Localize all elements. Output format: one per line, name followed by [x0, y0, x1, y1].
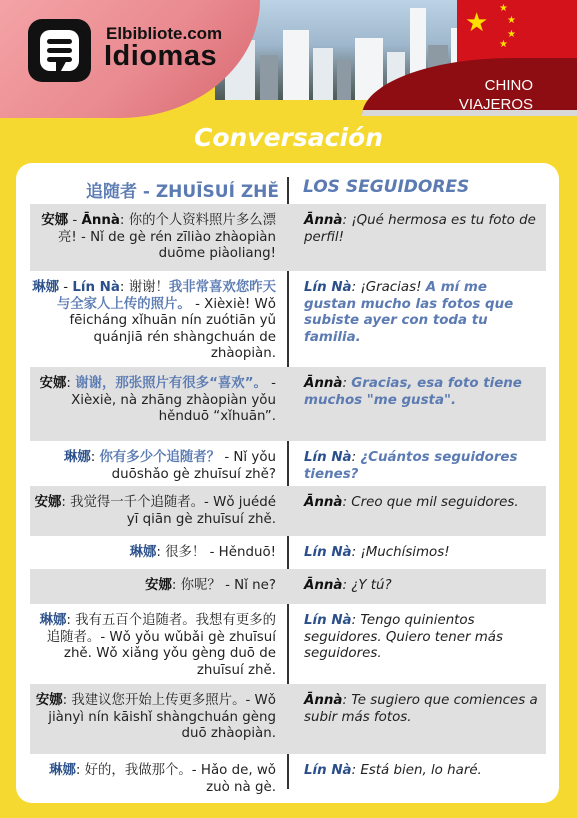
speaker-chinese: 安娜 [41, 213, 69, 228]
spanish-column-header: LOS SEGUIDORES [303, 177, 470, 197]
dialogue-row [30, 684, 546, 754]
speaker-spanish: Lín Nà [304, 450, 352, 465]
topic-label: VIAJEROS [458, 96, 533, 113]
speaker-chinese: 安娜 [145, 578, 172, 593]
dialogue-row [30, 604, 546, 684]
spanish-line: Ānnà: Gracias, esa foto tiene muchos "me gusta". [304, 376, 522, 408]
chinese-text: - Xièxiè, nà zhāng zhàopiàn yǒu hěnduō “xǐhuān”. [71, 376, 276, 425]
conversation-card [16, 163, 559, 803]
chinese-text: - Xièxiè! Wǒ fēicháng xǐhuān nín zuótiān yǔ quánjiā rén shàngchuán de zhàopiàn. [69, 296, 276, 362]
spanish-line: Lín Nà: ¿Cuántos seguidores tienes? [304, 450, 518, 482]
chinese-text: 你呢？ - Nǐ ne? [180, 578, 276, 593]
chinese-line: 安娜: 我觉得一千个追随者。- Wǒ juédé yī qiān gè zhuīsuí zhě. [34, 495, 276, 527]
speaker-chinese: 琳娜 [32, 280, 59, 295]
dialogue-row [30, 271, 546, 367]
spanish-line: Lín Nà: Tengo quinientos seguidores. Quiero tener más seguidores. [304, 613, 503, 662]
dialogue-row [30, 536, 546, 569]
star-icon: ★ [499, 39, 508, 50]
chinese-highlight-text: 你有多少个追随者？ [99, 450, 221, 465]
speaker-spanish: Ānnà [304, 495, 343, 510]
spanish-text: ¡Muchísimos! [360, 545, 450, 560]
chinese-line: 琳娜: 你有多少个追随者？ - Nǐ yǒu duōshǎo gè zhuīsuí zhě? [63, 450, 276, 482]
chinese-text: 很多！ - Hěnduō! [165, 545, 276, 560]
chinese-line: 琳娜: 很多！ - Hěnduō! [129, 545, 276, 560]
chinese-text: 我建议您开始上传更多照片。- Wǒ jiànyì nín kāishǐ shàngchuán gèng duō zhàopiàn. [48, 693, 276, 742]
speaker-spanish: Lín Nà [304, 545, 352, 560]
speaker-chinese: 琳娜 [49, 763, 76, 778]
star-icon: ★ [507, 15, 516, 26]
spanish-text: Tengo quinientos seguidores. Quiero tener más seguidores. [304, 613, 503, 662]
star-icon: ★ [465, 8, 489, 38]
spanish-line: Ānnà: Creo que mil seguidores. [304, 495, 519, 510]
chinese-line: 安娜: 你呢？ - Nǐ ne? [145, 578, 276, 593]
speaker-chinese: 安娜 [39, 376, 67, 391]
speaker-spanish: Ānnà [304, 578, 343, 593]
chinese-column-header: 追随者 - ZHUĪSUÍ ZHĚ [85, 182, 279, 202]
speaker-pinyin: Ānnà [81, 213, 120, 228]
chinese-highlight-text: 我非常喜欢您昨天与全家人上传的照片。 [56, 280, 276, 312]
speaker-chinese: 琳娜 [129, 545, 157, 560]
star-icon: ★ [507, 29, 516, 40]
page-header [0, 0, 577, 120]
speaker-chinese: 安娜 [35, 693, 63, 708]
chinese-line: 琳娜: 我有五百个追随者。我想有更多的追随者。- Wǒ yǒu wǔbǎi gè zhuīsuí zhě. Wǒ xiǎng yǒu gèng duō de zhuīsuí zhě. [39, 613, 276, 678]
language-label: CHINO [484, 77, 533, 94]
spanish-line: Lín Nà: Está bien, lo haré. [304, 763, 482, 778]
spanish-highlight-text: Gracias, esa foto tiene muchos "me gusta". [304, 376, 522, 408]
spanish-text: Te sugiero que comiences a subir más fotos. [304, 693, 538, 725]
speaker-spanish: Ānnà [304, 213, 343, 228]
chinese-line: 安娜: 我建议您开始上传更多照片。- Wǒ jiànyì nín kāishǐ shàngchuán gèng duō zhàopiàn. [35, 693, 276, 742]
speaker-chinese: 琳娜 [39, 613, 67, 628]
speaker-chinese: 琳娜 [63, 450, 91, 465]
spanish-text: Creo que mil seguidores. [351, 495, 519, 510]
spanish-line: Lín Nà: ¡Gracias! A mí me gustan mucho las fotos que subiste ayer con toda tu familia. [304, 280, 514, 345]
chinese-text: 你的个人资料照片多么漂亮! - Nǐ de gè rén zīliào zhàopiàn duōme piàoliang! [58, 213, 276, 262]
dialogue-row [30, 441, 546, 486]
page-title: Conversación [193, 123, 383, 152]
chinese-line: 安娜 - Ānnà: 你的个人资料照片多么漂亮! - Nǐ de gè rén zīliào zhàopiàn duōme piàoliang! [41, 213, 276, 262]
spanish-text: Está bien, lo haré. [360, 763, 482, 778]
brand-name: Idiomas [104, 40, 218, 72]
speaker-spanish: Lín Nà [304, 280, 352, 295]
chinese-text: 我觉得一千个追随者。- Wǒ juédé yī qiān gè zhuīsuí zhě. [70, 495, 276, 527]
speaker-spanish: Ānnà [304, 693, 343, 708]
spanish-text: ¡Gracias! [360, 280, 422, 295]
chinese-highlight-text: 谢谢，那张照片有很多“喜欢”。 [75, 376, 267, 391]
chinese-line: 琳娜 - Lín Nà: 谢谢！我非常喜欢您昨天与全家人上传的照片。 - Xièxiè! Wǒ fēicháng xǐhuān nín zuótiān yǔ quánjiā rén shàngchuán de zhàopiàn. [32, 280, 276, 362]
star-icon: ★ [499, 3, 508, 14]
chinese-text: 好的，我做那个。- Hǎo de, wǒ zuò nà gè. [84, 763, 276, 795]
spanish-text: ¿Y tú? [351, 578, 392, 593]
spanish-text: ¡Qué hermosa es tu foto de perfil! [304, 213, 536, 245]
logo-tail-shape [56, 58, 68, 80]
speaker-pinyin: Lín Nà [72, 280, 120, 295]
site-name[interactable]: Elbibliote.com [106, 24, 223, 43]
category-label [459, 76, 533, 114]
dialogue-row [30, 754, 546, 799]
dialogue-row [30, 486, 546, 536]
spanish-highlight-text: A mí me gustan mucho las fotos que subiste ayer con toda tu familia. [304, 280, 514, 345]
chinese-text: 我有五百个追随者。我想有更多的追随者。- Wǒ yǒu wǔbǎi gè zhuīsuí zhě. Wǒ xiǎng yǒu gèng duō de zhuīsuí zhě. [46, 613, 276, 678]
spanish-line: Ānnà: Te sugiero que comiences a subir más fotos. [304, 693, 538, 725]
chinese-text: - Nǐ yǒu duōshǎo gè zhuīsuí zhě? [111, 450, 276, 482]
speaker-spanish: Lín Nà [304, 763, 352, 778]
spanish-line: Ānnà: ¡Qué hermosa es tu foto de perfil! [304, 213, 536, 245]
chinese-pre-text: 谢谢！ [128, 280, 169, 295]
dialogue-row [30, 367, 546, 441]
spanish-line: Lín Nà: ¡Muchísimos! [304, 545, 450, 560]
speaker-spanish: Ānnà [304, 376, 343, 391]
spanish-highlight-text: ¿Cuántos seguidores tienes? [304, 450, 518, 482]
chinese-line: 安娜: 谢谢，那张照片有很多“喜欢”。 - Xièxiè, nà zhāng zhàopiàn yǒu hěnduō “xǐhuān”. [39, 376, 276, 425]
dialogue-row [30, 204, 546, 271]
speaker-spanish: Lín Nà [304, 613, 352, 628]
spanish-line: Ānnà: ¿Y tú? [304, 578, 392, 593]
chinese-line: 琳娜: 好的，我做那个。- Hǎo de, wǒ zuò nà gè. [49, 763, 276, 795]
speaker-chinese: 安娜 [34, 495, 62, 510]
dialogue-row [30, 569, 546, 604]
